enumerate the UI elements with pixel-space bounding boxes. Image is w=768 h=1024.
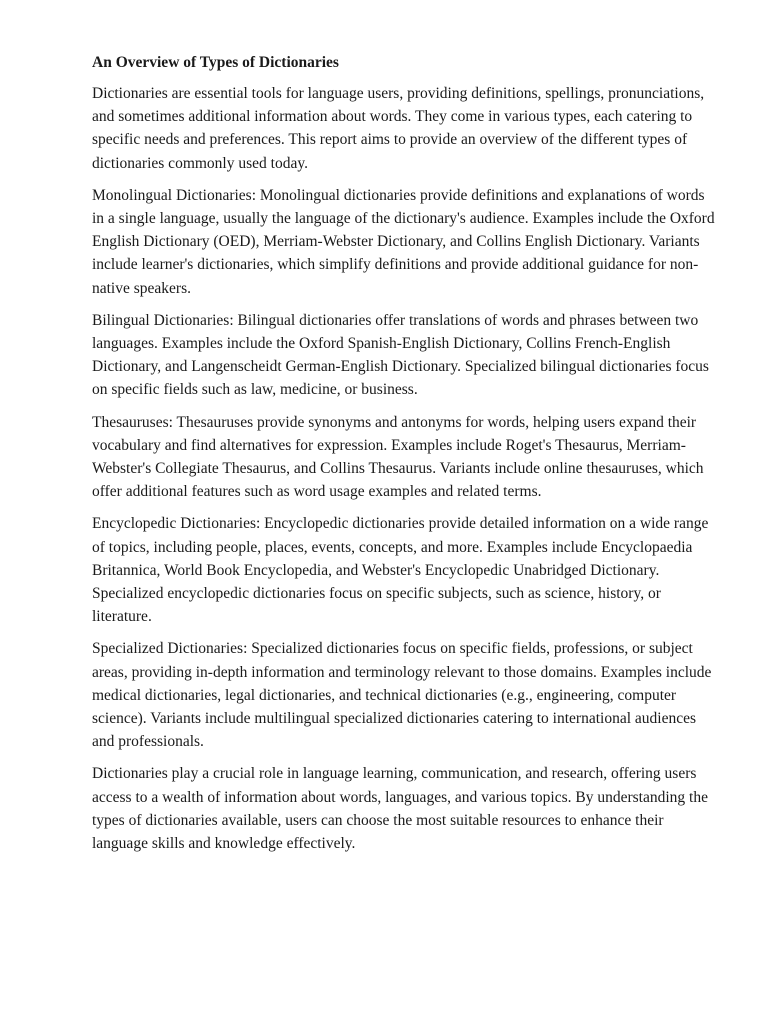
paragraph-specialized: Specialized Dictionaries: Specialized dictionaries focus on specific fields, professions, or subject areas, providing in-depth information and terminology relevant to those domains. Examples include medical dictionaries, legal dictionaries, and technical dictionaries (e.g., engineering, computer science). Variants include multilingual specialized dictionaries catering to international audiences and professionals.	[92, 640, 712, 751]
document-title: An Overview of Types of Dictionaries	[92, 54, 339, 71]
paragraph-monolingual: Monolingual Dictionaries: Monolingual dictionaries provide definitions and explanations of words in a single language, usually the language of the dictionary's audience. Examples include the Oxford English Dictionary (OED), Merriam-Webster Dictionary, and Collins English Dictionary. Variants include learner's dictionaries, which simplify definitions and provide additional guidance for non-native speakers.	[92, 186, 715, 297]
paragraph-thesauruses: Thesauruses: Thesauruses provide synonyms and antonyms for words, helping users expand their vocabulary and find alternatives for expression. Examples include Roget's Thesaurus, Merriam-Webster's Collegiate Thesaurus, and Collins Thesaurus. Variants include online thesauruses, which offer additional features such as word usage examples and related terms.	[92, 413, 704, 501]
paragraph-bilingual: Bilingual Dictionaries: Bilingual dictionaries offer translations of words and phrases between two languages. Examples include the Oxford Spanish-English Dictionary, Collins French-English Dictionary, and Langenscheidt German-English Dictionary. Specialized bilingual dictionaries focus on specific fields such as law, medicine, or business.	[92, 311, 709, 399]
paragraph-encyclopedic: Encyclopedic Dictionaries: Encyclopedic dictionaries provide detailed information on a wide range of topics, including people, places, events, concepts, and more. Examples include Encyclopaedia Britannica, World Book Encyclopedia, and Webster's Encyclopedic Unabridged Dictionary. Specialized encyclopedic dictionaries focus on specific subjects, such as science, history, or literature.	[92, 515, 709, 626]
paragraph-introduction: Dictionaries are essential tools for language users, providing definitions, spellings, pronunciations, and sometimes additional information about words. They come in various types, each catering to specific needs and preferences. This report aims to provide an overview of the different types of dictionaries commonly used today.	[92, 85, 705, 172]
paragraph-conclusion: Dictionaries play a crucial role in language learning, communication, and research, offering users access to a wealth of information about words, languages, and various topics. By understanding the types of dictionaries available, users can choose the most suitable resources to enhance their language skills and knowledge effectively.	[92, 765, 708, 853]
